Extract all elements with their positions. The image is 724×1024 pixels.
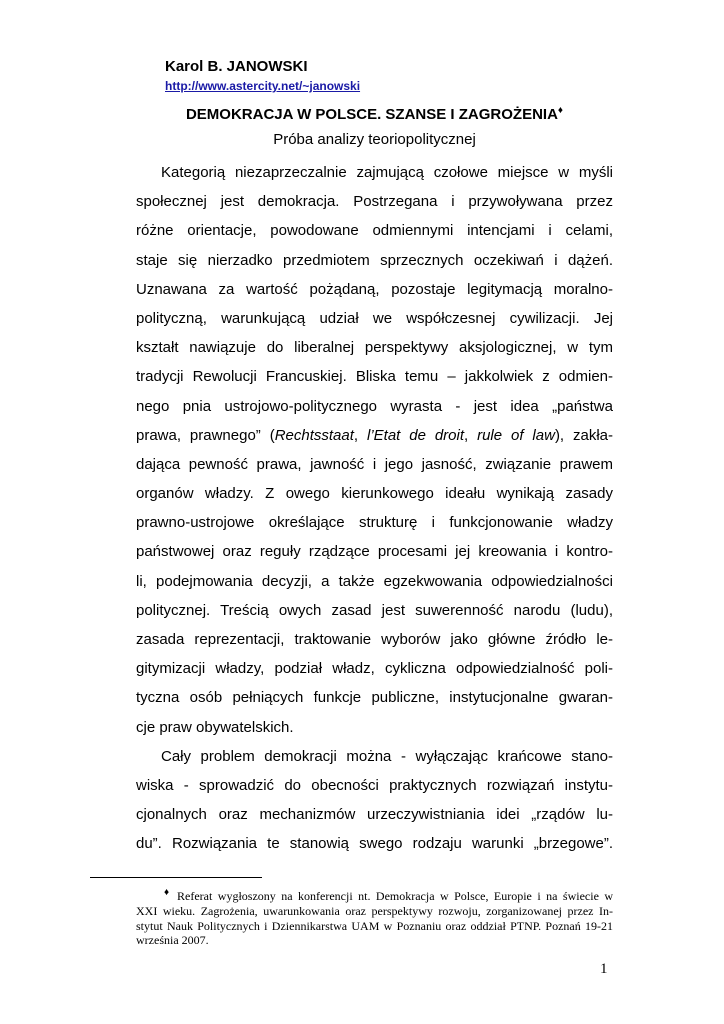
body-line: gitymizacji władzy, podział władz, cykliczna odpowiedzialność poli- [136, 660, 613, 678]
body-line: Uznawana za wartość pożądaną, pozostaje legitymacją moralno- [136, 280, 613, 298]
footnote-line: XXI wieku. Zagrożenia, uwarunkowania oraz perspektywy rozwoju, zorganizowanej przez In- [136, 903, 613, 918]
author-name: Karol B. JANOWSKI [165, 58, 308, 75]
footnote [136, 886, 613, 948]
footnote-line: września 2007. [136, 933, 209, 948]
body-line: kształt nawiązuje do liberalnej perspektywy aksjologicznej, w tym [136, 339, 613, 357]
title-text: DEMOKRACJA W POLSCE. SZANSE I ZAGROŻENIA [185, 106, 558, 123]
body-line: staje się nierzadko przedmiotem sprzecznych oczekiwań i dążeń. [136, 251, 613, 269]
footnote-divider [90, 877, 262, 878]
body-line: polityczną, warunkującą udział we współczesnej cywilizacji. Jej [136, 309, 613, 327]
body-line: państwowej oraz reguły rządzące procesami jej kreowania i kontro- [136, 543, 613, 561]
body-line: du”. Rozwiązania te stanowią swego rodzaju warunki „brzegowe”. [136, 835, 613, 853]
footnote-line [136, 886, 613, 904]
body-line: zasada reprezentacji, traktowanie wyborów jako główne źródło le- [136, 631, 613, 648]
body-line: Kategorią niezaprzeczalnie zajmującą czołowe miejsce w myśli [161, 164, 613, 181]
footnote-marker-icon[interactable]: ♦ [557, 105, 564, 116]
author-url-link[interactable]: http://www.astercity.net/~janowski [165, 79, 361, 93]
page-number: 1 [600, 961, 608, 977]
body-line: różne orientacje, powodowane odmiennymi intencjami i celami, [136, 222, 613, 240]
body-line: tradycji Rewolucji Francuskiej. Bliska temu – jakkolwiek z odmien- [136, 368, 613, 386]
body-line: cjonalnych oraz mechanizmów urzeczywistniania idei „rządów lu- [136, 806, 613, 824]
body-line: organów władzy. Z owego kierunkowego ideału wynikają zasady [136, 485, 613, 503]
body-line: prawno-ustrojowe określające strukturę i funkcjonowanie władzy [136, 514, 613, 532]
document-title [136, 105, 613, 123]
footnote-text: Referat wygłoszony na konferencji nt. Demokracja w Polsce, Europie i na świecie w [177, 889, 614, 903]
body-line: dająca pewność prawa, jawność i jego jasność, związanie prawem [136, 455, 613, 473]
footnote-line: stytut Nauk Politycznych i Dziennikarstwa UAM w Poznaniu oraz oddział PTNP. Poznań 19-21 [136, 918, 613, 933]
body-line: nego pnia ustrojowo-politycznego wyrasta - jest idea „państwa [136, 397, 613, 415]
body-line: li, podejmowania decyzji, a także egzekwowania odpowiedzialności [136, 572, 613, 590]
body-line: społecznej jest demokracja. Postrzegana i przywoływana przez [136, 193, 613, 211]
body-line: cje praw obywatelskich. [136, 718, 294, 736]
document-subtitle: Próba analizy teoriopolitycznej [273, 131, 476, 148]
body-line: tyczna osób pełniących funkcje publiczne, instytucjonalne gwaran- [136, 689, 613, 707]
body-line: Cały problem demokracji można - wyłączając krańcowe stano- [161, 747, 613, 765]
body-line: prawa, prawnego” (Rechtsstaat, l’Etat de droit, rule of law), zakła- [136, 426, 614, 444]
body-line: politycznej. Treścią owych zasad jest suwerenność narodu (ludu), [136, 601, 613, 619]
footnote-marker: ♦ [164, 887, 172, 898]
body-line: wiska - sprowadzić do obecności praktycznych rozwiązań instytu- [136, 776, 613, 794]
body-text [136, 158, 613, 859]
